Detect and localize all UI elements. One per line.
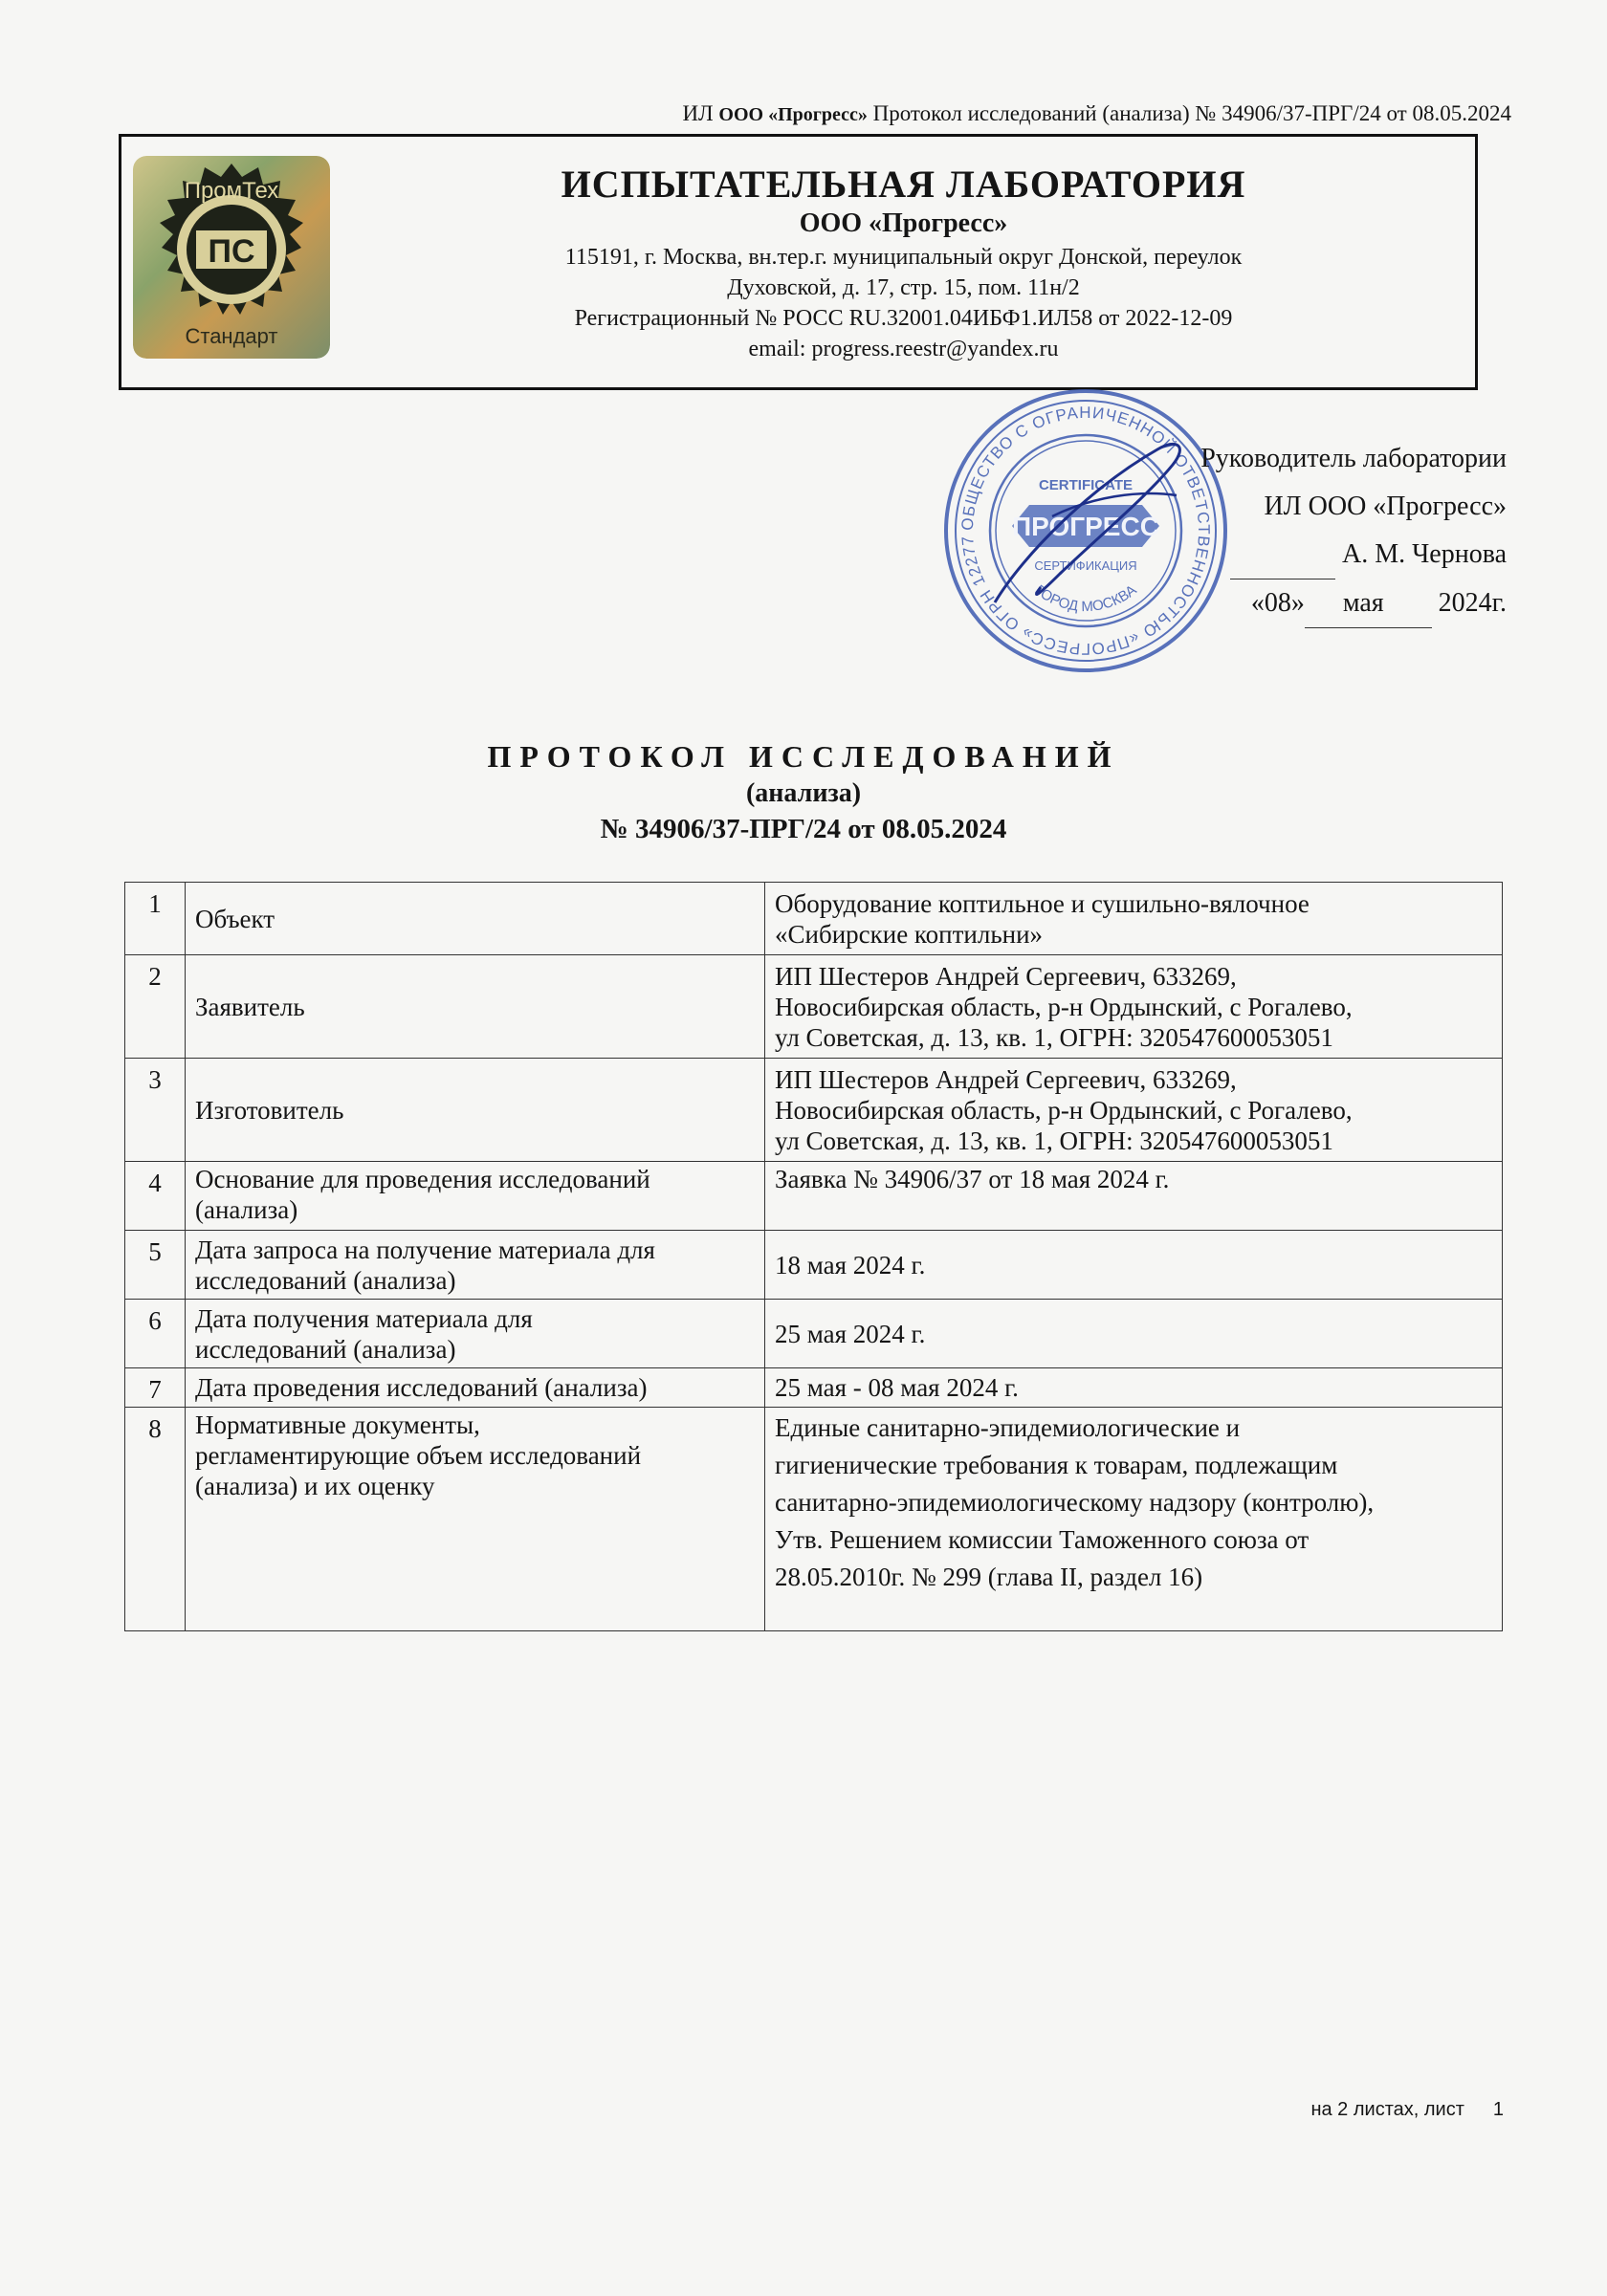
row-label-line: Основание для проведения исследований: [195, 1165, 650, 1193]
lab-details: [351, 164, 1456, 364]
approval-signature-line: [1200, 531, 1507, 579]
approval-role: Руководитель лаборатории: [1200, 444, 1507, 473]
row-value-line: санитарно-эпидемиологическому надзору (контролю),: [775, 1488, 1375, 1517]
row-label: [186, 1408, 765, 1631]
stamp-certificate: CERTIFICATE: [1038, 477, 1134, 493]
row-label: Изготовитель: [186, 1059, 765, 1162]
stamp-ring-text: ОБЩЕСТВО С ОГРАНИЧЕННОЙ ОТВЕТСТВЕННОСТЬЮ «ПРОГРЕСС» ОГРН 12277: [958, 403, 1214, 659]
row-label-line: исследований (анализа): [195, 1334, 456, 1364]
row-number: 7: [125, 1368, 186, 1408]
row-label: [186, 1162, 765, 1231]
approval-name: А. М. Чернова: [1341, 539, 1507, 569]
row-value-line: 25 мая 2024 г.: [775, 1319, 926, 1348]
row-value: [765, 955, 1503, 1059]
row-value-line: «Сибирские коптильни»: [775, 919, 1044, 949]
page-footer: [1310, 2099, 1504, 2121]
table-row: [125, 1408, 1503, 1631]
row-value: [765, 1300, 1503, 1368]
row-value-line: Единые санитарно-эпидемиологические и: [775, 1413, 1241, 1442]
row-label: [186, 1300, 765, 1368]
table-row: [125, 955, 1503, 1059]
row-value: [765, 1368, 1503, 1408]
approval-day: «08»: [1250, 588, 1305, 618]
stamp-center: ПРОГРЕСС: [1012, 512, 1159, 541]
row-label-line: (анализа): [195, 1195, 298, 1224]
row-value: [765, 1162, 1503, 1231]
row-number: 3: [125, 1059, 186, 1162]
row-number: 6: [125, 1300, 186, 1368]
lab-title: ИСПЫТАТЕЛЬНАЯ ЛАБОРАТОРИЯ: [561, 163, 1246, 206]
row-label-line: Нормативные документы,: [195, 1410, 480, 1439]
row-label: Объект: [186, 883, 765, 955]
row-value-line: гигиенические требования к товарам, подлежащим: [775, 1451, 1338, 1479]
protocol-title: ПРОТОКОЛ ИССЛЕДОВАНИЙ: [487, 739, 1120, 774]
table-row: [125, 1300, 1503, 1368]
approval-block: [1200, 435, 1507, 628]
header-org: ООО «Прогресс»: [718, 104, 868, 125]
protocol-number: № 34906/37-ПРГ/24 от 08.05.2024: [600, 814, 1007, 844]
row-label-line: Дата запроса на получение материала для: [195, 1235, 655, 1264]
row-label: Дата проведения исследований (анализа): [186, 1368, 765, 1408]
table-row: [125, 883, 1503, 955]
table-row: [125, 1368, 1503, 1408]
lab-email: email: progress.reestr@yandex.ru: [748, 337, 1059, 361]
row-value-line: ул Советская, д. 13, кв. 1, ОГРН: 320547600053051: [775, 1022, 1333, 1052]
approval-org: ИЛ ООО «Прогресс»: [1264, 492, 1507, 521]
hologram-mark: ПС: [208, 233, 255, 270]
row-label-line: (анализа) и их оценку: [195, 1472, 435, 1500]
hologram-logo: [133, 156, 330, 359]
row-value-line: Заявка № 34906/37 от 18 мая 2024 г.: [775, 1165, 1170, 1193]
footer-sheets: на 2 листах, лист: [1310, 2099, 1464, 2120]
table-row: [125, 1231, 1503, 1300]
approval-year: 2024г.: [1438, 588, 1507, 618]
row-number: 2: [125, 955, 186, 1059]
row-value: [765, 883, 1503, 955]
lab-address-1: 115191, г. Москва, вн.тер.г. муниципальный округ Донской, переулок: [564, 245, 1243, 270]
row-value-line: Новосибирская область, р-н Ордынский, с Рогалево,: [775, 992, 1353, 1021]
row-number: 5: [125, 1231, 186, 1300]
lab-header-box: [119, 134, 1478, 390]
row-value-line: 28.05.2010г. № 299 (глава II, раздел 16): [775, 1563, 1203, 1591]
protocol-title-block: [0, 736, 1607, 847]
row-number: 8: [125, 1408, 186, 1631]
approval-date: [1200, 579, 1507, 628]
header-title: Протокол исследований (анализа) № 34906/37-ПРГ/24 от 08.05.2024: [872, 101, 1511, 125]
row-value-line: ИП Шестеров Андрей Сергеевич, 633269,: [775, 961, 1237, 991]
table-row: [125, 1059, 1503, 1162]
row-value-line: ИП Шестеров Андрей Сергеевич, 633269,: [775, 1064, 1237, 1094]
row-label-line: регламентирующие объем исследований: [195, 1441, 642, 1470]
stamp-city: ГОРОД МОСКВА: [1031, 581, 1140, 616]
organization-stamp: [937, 383, 1234, 679]
row-value: [765, 1408, 1503, 1631]
protocol-info-table: [124, 882, 1503, 1631]
row-value-line: Оборудование коптильное и сушильно-вялочное: [775, 888, 1310, 918]
hologram-top-text: ПромТех: [184, 178, 279, 204]
row-value: [765, 1059, 1503, 1162]
header-prefix: ИЛ: [682, 101, 714, 125]
row-number: 1: [125, 883, 186, 955]
approval-month: мая: [1343, 579, 1384, 628]
row-value-line: 25 мая - 08 мая 2024 г.: [775, 1373, 1019, 1402]
row-label-line: Дата получения материала для: [195, 1303, 533, 1333]
row-value-line: Утв. Решением комиссии Таможенного союза от: [775, 1525, 1310, 1554]
row-label-line: исследований (анализа): [195, 1265, 456, 1295]
protocol-subtitle: (анализа): [745, 778, 862, 808]
hologram-bottom-text: Стандарт: [185, 324, 278, 348]
row-value-line: ул Советская, д. 13, кв. 1, ОГРН: 320547600053051: [775, 1126, 1333, 1155]
table-row: [125, 1162, 1503, 1231]
row-label: [186, 1231, 765, 1300]
row-value: [765, 1231, 1503, 1300]
lab-address-2: Духовской, д. 17, стр. 15, пом. 11н/2: [727, 275, 1080, 300]
footer-page-number: 1: [1492, 2099, 1504, 2120]
running-header: [682, 101, 1511, 126]
row-label: Заявитель: [186, 955, 765, 1059]
row-value-line: 18 мая 2024 г.: [775, 1250, 926, 1279]
row-value-line: Новосибирская область, р-н Ордынский, с Рогалево,: [775, 1095, 1353, 1125]
lab-org: ООО «Прогресс»: [799, 208, 1008, 238]
lab-registration: Регистрационный № РОСС RU.32001.04ИБФ1.ИЛ58 от 2022-12-09: [574, 306, 1233, 331]
row-number: 4: [125, 1162, 186, 1231]
stamp-inner-bottom: СЕРТИФИКАЦИЯ: [1034, 558, 1137, 573]
